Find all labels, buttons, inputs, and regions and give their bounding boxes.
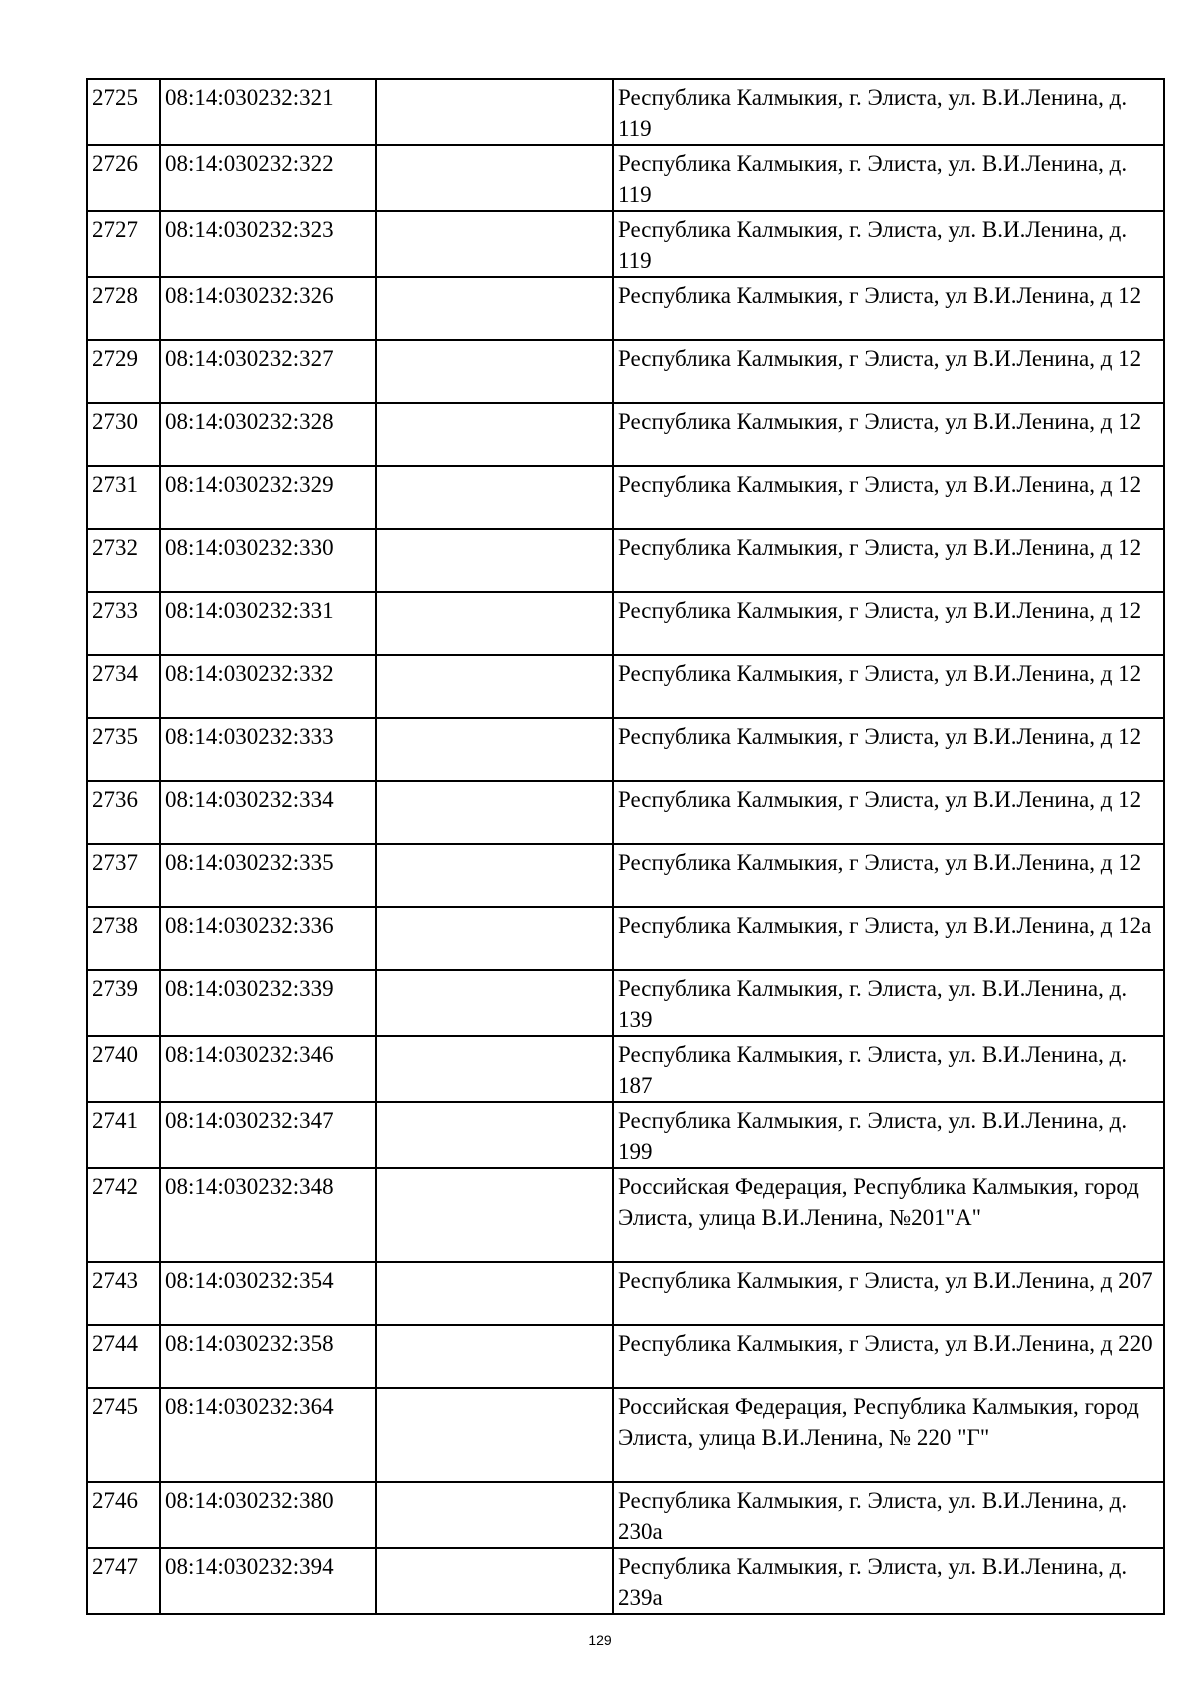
address: Республика Калмыкия, г. Элиста, ул. В.И.Ленина, д. 199 xyxy=(613,1102,1164,1168)
cadastral-number: 08:14:030232:332 xyxy=(160,655,376,718)
table-row xyxy=(87,340,1164,403)
row-number: 2739 xyxy=(87,970,160,1036)
cadastral-number: 08:14:030232:322 xyxy=(160,145,376,211)
table-row xyxy=(87,1036,1164,1102)
cadastral-number: 08:14:030232:335 xyxy=(160,844,376,907)
empty-cell xyxy=(376,718,613,781)
cadastral-number: 08:14:030232:339 xyxy=(160,970,376,1036)
empty-cell xyxy=(376,79,613,145)
cadastral-number: 08:14:030232:334 xyxy=(160,781,376,844)
table-row xyxy=(87,277,1164,340)
cadastral-number: 08:14:030232:346 xyxy=(160,1036,376,1102)
row-number: 2730 xyxy=(87,403,160,466)
cadastral-number: 08:14:030232:326 xyxy=(160,277,376,340)
empty-cell xyxy=(376,781,613,844)
empty-cell xyxy=(376,340,613,403)
empty-cell xyxy=(376,1548,613,1614)
cadastral-number: 08:14:030232:329 xyxy=(160,466,376,529)
empty-cell xyxy=(376,1388,613,1482)
address: Республика Калмыкия, г. Элиста, ул. В.И.Ленина, д. 139 xyxy=(613,970,1164,1036)
cadastral-number: 08:14:030232:336 xyxy=(160,907,376,970)
address: Российская Федерация, Республика Калмыкия, город Элиста, улица В.И.Ленина, №201"А" xyxy=(613,1168,1164,1262)
row-number: 2741 xyxy=(87,1102,160,1168)
table-row xyxy=(87,403,1164,466)
empty-cell xyxy=(376,1168,613,1262)
table-row xyxy=(87,781,1164,844)
cadastral-number: 08:14:030232:327 xyxy=(160,340,376,403)
empty-cell xyxy=(376,211,613,277)
table-row xyxy=(87,1482,1164,1548)
address: Республика Калмыкия, г Элиста, ул В.И.Ленина, д 12 xyxy=(613,655,1164,718)
address: Республика Калмыкия, г. Элиста, ул. В.И.Ленина, д. 119 xyxy=(613,211,1164,277)
table-row xyxy=(87,1262,1164,1325)
empty-cell xyxy=(376,403,613,466)
empty-cell xyxy=(376,592,613,655)
address: Республика Калмыкия, г. Элиста, ул. В.И.Ленина, д. 239а xyxy=(613,1548,1164,1614)
empty-cell xyxy=(376,1482,613,1548)
table-row xyxy=(87,844,1164,907)
empty-cell xyxy=(376,277,613,340)
address: Республика Калмыкия, г Элиста, ул В.И.Ленина, д 220 xyxy=(613,1325,1164,1388)
table-row xyxy=(87,145,1164,211)
cadastral-number: 08:14:030232:323 xyxy=(160,211,376,277)
row-number: 2727 xyxy=(87,211,160,277)
empty-cell xyxy=(376,1102,613,1168)
table-row xyxy=(87,211,1164,277)
address: Республика Калмыкия, г Элиста, ул В.И.Ленина, д 12 xyxy=(613,466,1164,529)
table-row xyxy=(87,1548,1164,1614)
row-number: 2735 xyxy=(87,718,160,781)
address: Республика Калмыкия, г Элиста, ул В.И.Ленина, д 12 xyxy=(613,718,1164,781)
cadastral-number: 08:14:030232:354 xyxy=(160,1262,376,1325)
address: Республика Калмыкия, г. Элиста, ул. В.И.Ленина, д. 119 xyxy=(613,145,1164,211)
address: Республика Калмыкия, г Элиста, ул В.И.Ленина, д 12 xyxy=(613,844,1164,907)
address: Республика Калмыкия, г Элиста, ул В.И.Ленина, д 12 xyxy=(613,592,1164,655)
empty-cell xyxy=(376,1325,613,1388)
cadastral-number: 08:14:030232:333 xyxy=(160,718,376,781)
cadastral-number: 08:14:030232:321 xyxy=(160,79,376,145)
row-number: 2742 xyxy=(87,1168,160,1262)
row-number: 2737 xyxy=(87,844,160,907)
row-number: 2726 xyxy=(87,145,160,211)
row-number: 2747 xyxy=(87,1548,160,1614)
table-row xyxy=(87,1388,1164,1482)
page-number: 129 xyxy=(588,1632,612,1648)
empty-cell xyxy=(376,970,613,1036)
row-number: 2746 xyxy=(87,1482,160,1548)
empty-cell xyxy=(376,655,613,718)
address: Республика Калмыкия, г. Элиста, ул. В.И.Ленина, д. 230а xyxy=(613,1482,1164,1548)
table-row xyxy=(87,907,1164,970)
row-number: 2732 xyxy=(87,529,160,592)
cadastral-number: 08:14:030232:394 xyxy=(160,1548,376,1614)
row-number: 2731 xyxy=(87,466,160,529)
address: Республика Калмыкия, г Элиста, ул В.И.Ленина, д 12 xyxy=(613,781,1164,844)
table-row xyxy=(87,592,1164,655)
cadastral-number: 08:14:030232:347 xyxy=(160,1102,376,1168)
table-row xyxy=(87,1168,1164,1262)
row-number: 2738 xyxy=(87,907,160,970)
empty-cell xyxy=(376,1262,613,1325)
table-row xyxy=(87,529,1164,592)
address: Российская Федерация, Республика Калмыкия, город Элиста, улица В.И.Ленина, № 220 "Г" xyxy=(613,1388,1164,1482)
cadastral-number: 08:14:030232:331 xyxy=(160,592,376,655)
row-number: 2743 xyxy=(87,1262,160,1325)
table-row xyxy=(87,466,1164,529)
table-row xyxy=(87,79,1164,145)
cadastral-number: 08:14:030232:380 xyxy=(160,1482,376,1548)
address: Республика Калмыкия, г Элиста, ул В.И.Ленина, д 207 xyxy=(613,1262,1164,1325)
row-number: 2728 xyxy=(87,277,160,340)
empty-cell xyxy=(376,844,613,907)
row-number: 2736 xyxy=(87,781,160,844)
address: Республика Калмыкия, г Элиста, ул В.И.Ленина, д 12 xyxy=(613,529,1164,592)
row-number: 2734 xyxy=(87,655,160,718)
row-number: 2733 xyxy=(87,592,160,655)
empty-cell xyxy=(376,1036,613,1102)
empty-cell xyxy=(376,529,613,592)
empty-cell xyxy=(376,466,613,529)
cadastral-number: 08:14:030232:348 xyxy=(160,1168,376,1262)
row-number: 2744 xyxy=(87,1325,160,1388)
cadastral-number: 08:14:030232:328 xyxy=(160,403,376,466)
table-row xyxy=(87,1325,1164,1388)
row-number: 2725 xyxy=(87,79,160,145)
table-row xyxy=(87,718,1164,781)
cadastral-number: 08:14:030232:330 xyxy=(160,529,376,592)
address: Республика Калмыкия, г Элиста, ул В.И.Ленина, д 12 xyxy=(613,403,1164,466)
table-row xyxy=(87,1102,1164,1168)
registry-table xyxy=(86,78,1165,1615)
address: Республика Калмыкия, г Элиста, ул В.И.Ленина, д 12 xyxy=(613,277,1164,340)
table-row xyxy=(87,970,1164,1036)
address: Республика Калмыкия, г. Элиста, ул. В.И.Ленина, д. 119 xyxy=(613,79,1164,145)
row-number: 2740 xyxy=(87,1036,160,1102)
cadastral-number: 08:14:030232:358 xyxy=(160,1325,376,1388)
empty-cell xyxy=(376,145,613,211)
row-number: 2729 xyxy=(87,340,160,403)
address: Республика Калмыкия, г Элиста, ул В.И.Ленина, д 12а xyxy=(613,907,1164,970)
cadastral-number: 08:14:030232:364 xyxy=(160,1388,376,1482)
address: Республика Калмыкия, г Элиста, ул В.И.Ленина, д 12 xyxy=(613,340,1164,403)
table-row xyxy=(87,655,1164,718)
empty-cell xyxy=(376,907,613,970)
row-number: 2745 xyxy=(87,1388,160,1482)
address: Республика Калмыкия, г. Элиста, ул. В.И.Ленина, д. 187 xyxy=(613,1036,1164,1102)
